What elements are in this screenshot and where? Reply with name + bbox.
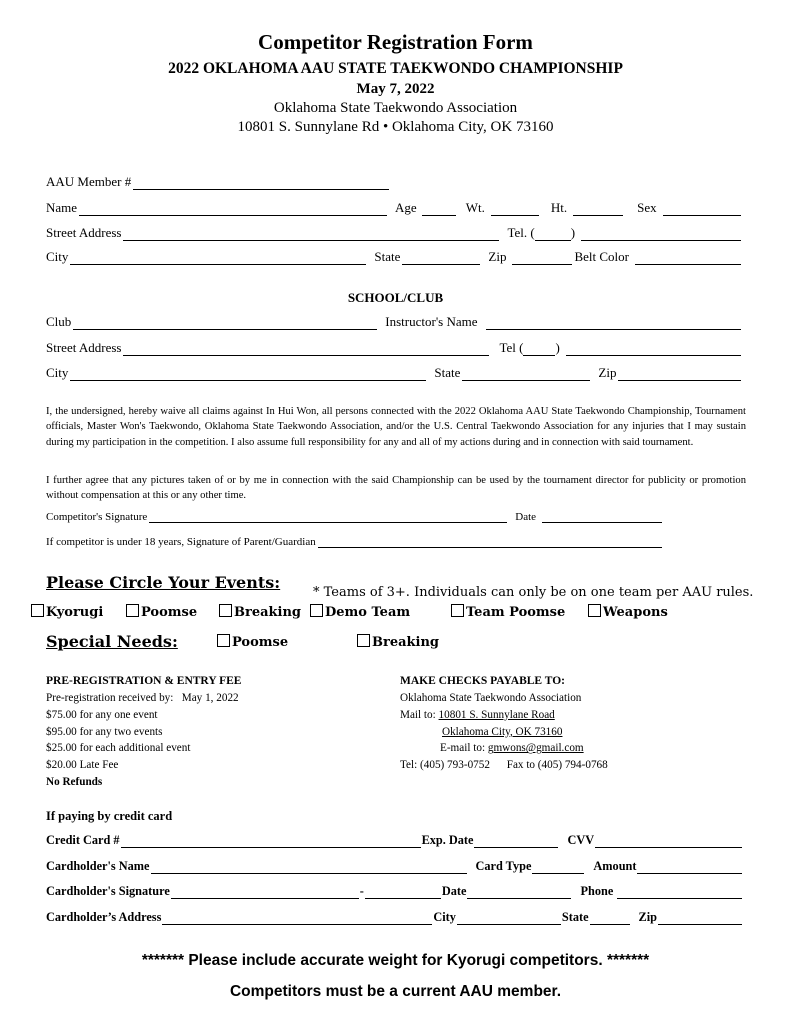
amount-label: Amount (593, 859, 637, 873)
special-poomse-label: Poomse (232, 635, 289, 650)
signature-date-field[interactable] (542, 511, 662, 523)
fax-number: Fax to (405) 794-0768 (506, 759, 608, 772)
fee-line: $75.00 for any one event (46, 708, 158, 721)
state-label: State (374, 249, 401, 264)
checkbox-icon[interactable] (310, 604, 323, 617)
received-by-date: May 1, 2022 (181, 692, 239, 704)
instructor-field[interactable] (486, 318, 741, 330)
school-tel-area-field[interactable] (523, 344, 555, 356)
card-type-field[interactable] (532, 862, 584, 874)
school-city-field[interactable] (70, 369, 426, 381)
school-tel-field[interactable] (566, 344, 741, 356)
signature-extra-field[interactable] (365, 887, 441, 899)
school-state-label: State (434, 365, 461, 380)
card-zip-field[interactable] (658, 913, 742, 925)
cardholder-name-label: Cardholder's Name (46, 859, 150, 873)
club-label: Club (46, 314, 72, 329)
city-row (46, 249, 743, 265)
weight-field[interactable] (491, 204, 539, 216)
event-weapons-label: Weapons (603, 605, 668, 620)
street-row (46, 225, 743, 241)
cardholder-signature-row (46, 884, 743, 899)
event-weapons[interactable] (588, 604, 668, 620)
zip-label: Zip (488, 249, 507, 264)
exp-date-field[interactable] (474, 836, 558, 848)
school-tel-close: ) (555, 340, 560, 355)
school-tel-label: Tel ( (499, 340, 524, 355)
member-note: Competitors must be a current AAU member. (229, 983, 562, 1000)
event-demo-team-label: Demo Team (325, 605, 411, 620)
special-breaking[interactable] (357, 634, 439, 650)
checkbox-icon[interactable] (126, 604, 139, 617)
no-refunds: No Refunds (46, 775, 103, 788)
received-by-label: Pre-registration received by: (46, 692, 174, 704)
tel-field[interactable] (581, 229, 741, 241)
event-breaking-label: Breaking (234, 605, 302, 620)
event-name: 2022 OKLAHOMA AAU STATE TAEKWONDO CHAMPIONSHIP (168, 60, 623, 77)
mail-to-label: Mail to: (400, 708, 436, 721)
sex-field[interactable] (663, 204, 741, 216)
signature-label: Competitor's Signature (46, 511, 148, 523)
aau-member-row (46, 174, 391, 190)
checkbox-icon[interactable] (219, 604, 232, 617)
events-heading: Please Circle Your Events: (46, 573, 281, 592)
cvv-label: CVV (567, 833, 595, 847)
guardian-label: If competitor is under 18 years, Signature of Parent/Guardian (46, 536, 316, 548)
school-city-row (46, 365, 743, 381)
checkbox-icon[interactable] (217, 634, 230, 647)
tel-area-field[interactable] (535, 229, 571, 241)
event-poomse-label: Poomse (141, 605, 198, 620)
phone-label: Phone (580, 884, 614, 898)
amount-field[interactable] (637, 862, 742, 874)
event-team-poomse-label: Team Poomse (466, 605, 566, 620)
instructor-label: Instructor's Name (385, 314, 478, 329)
card-number-field[interactable] (121, 836, 421, 848)
cardholder-name-field[interactable] (151, 862, 467, 874)
card-state-label: State (561, 910, 589, 924)
aau-member-field[interactable] (133, 178, 389, 190)
signature-row (46, 511, 664, 523)
payable-heading: MAKE CHECKS PAYABLE TO: (400, 675, 565, 687)
event-demo-team[interactable] (310, 604, 410, 620)
school-zip-label: Zip (598, 365, 617, 380)
school-street-field[interactable] (123, 344, 489, 356)
cardholder-address-field[interactable] (162, 913, 432, 925)
checkbox-icon[interactable] (357, 634, 370, 647)
checkbox-icon[interactable] (588, 604, 601, 617)
belt-field[interactable] (635, 253, 741, 265)
fees-list (46, 690, 239, 791)
organization-name: Oklahoma State Taekwondo Association (273, 100, 518, 116)
photo-release-paragraph: I further agree that any pictures taken of or by me in connection with the said Championship can be used by the tournament director for publicity or promotion without compensation at this or any other time. (46, 475, 746, 502)
club-field[interactable] (73, 318, 377, 330)
exp-date-label: Exp. Date (421, 833, 474, 847)
zip-field[interactable] (512, 253, 572, 265)
event-kyorugi[interactable] (31, 604, 103, 620)
aau-member-label: AAU Member # (46, 174, 132, 189)
tel-close: ) (570, 225, 576, 240)
club-row (46, 314, 743, 330)
signature-dash: - (359, 884, 364, 898)
name-row (46, 200, 743, 216)
guardian-row (46, 536, 664, 548)
event-date: May 7, 2022 (356, 81, 435, 97)
checkbox-icon[interactable] (451, 604, 464, 617)
fees-heading: PRE-REGISTRATION & ENTRY FEE (46, 675, 242, 687)
mail-city: Oklahoma City, OK 73160 (442, 725, 563, 738)
organization-address: 10801 S. Sunnylane Rd • Oklahoma City, OK 73160 (237, 119, 554, 135)
event-breaking[interactable] (219, 604, 301, 620)
school-heading: SCHOOL/CLUB (347, 290, 444, 305)
card-zip-label: Zip (638, 910, 658, 924)
credit-card-row (46, 833, 743, 848)
city-field[interactable] (70, 253, 366, 265)
card-date-label: Date (441, 884, 467, 898)
fee-line: $20.00 Late Fee (46, 759, 119, 772)
name-field[interactable] (79, 204, 387, 216)
checkbox-icon[interactable] (31, 604, 44, 617)
city-label: City (46, 249, 69, 264)
school-zip-field[interactable] (618, 369, 741, 381)
name-label: Name (46, 200, 78, 215)
card-number-label: Credit Card # (46, 833, 120, 847)
phone-field[interactable] (617, 887, 742, 899)
cvv-field[interactable] (595, 836, 742, 848)
special-poomse[interactable] (217, 634, 288, 650)
street-label: Street Address (46, 225, 122, 240)
tel-number: Tel: (405) 793-0752 (400, 759, 490, 772)
mail-street: 10801 S. Sunnylane Road (438, 708, 555, 721)
state-field[interactable] (402, 253, 480, 265)
height-field[interactable] (573, 204, 623, 216)
weight-note: ******* Please include accurate weight for Kyorugi competitors. ******* (141, 952, 650, 969)
age-field[interactable] (422, 204, 456, 216)
card-date-field[interactable] (467, 887, 571, 899)
card-city-label: City (433, 910, 456, 924)
event-poomse[interactable] (126, 604, 197, 620)
email-label: E-mail to: (440, 742, 486, 755)
form-title: Competitor Registration Form (258, 30, 533, 54)
card-state-field[interactable] (590, 913, 630, 925)
card-type-label: Card Type (475, 859, 532, 873)
school-state-field[interactable] (462, 369, 590, 381)
teams-note: * Teams of 3+. Individuals can only be on one team per AAU rules. (313, 585, 754, 600)
tel-label: Tel. ( (507, 225, 535, 240)
signature-field[interactable] (149, 511, 507, 523)
guardian-signature-field[interactable] (318, 536, 662, 548)
event-team-poomse[interactable] (451, 604, 565, 620)
cardholder-address-row (46, 910, 743, 925)
sex-label: Sex (637, 200, 657, 215)
fee-line: $25.00 for each additional event (46, 742, 191, 755)
signature-date-label: Date (515, 511, 537, 523)
street-field[interactable] (123, 229, 499, 241)
event-kyorugi-label: Kyorugi (46, 605, 104, 620)
school-city-label: City (46, 365, 69, 380)
cardholder-address-label: Cardholder’s Address (46, 910, 162, 924)
cardholder-signature-label: Cardholder's Signature (46, 884, 170, 898)
card-city-field[interactable] (457, 913, 561, 925)
payable-info (400, 690, 608, 774)
fee-line: $95.00 for any two events (46, 725, 163, 738)
cardholder-name-row (46, 859, 743, 874)
school-street-label: Street Address (46, 340, 122, 355)
credit-heading: If paying by credit card (46, 809, 173, 823)
special-needs-heading: Special Needs: (46, 632, 178, 651)
email-link[interactable]: gmwons@gmail.com (487, 742, 584, 755)
height-label: Ht. (550, 200, 568, 215)
payable-org: Oklahoma State Taekwondo Association (400, 692, 582, 704)
special-breaking-label: Breaking (372, 635, 440, 650)
cardholder-signature-field[interactable] (171, 887, 359, 899)
belt-label: Belt Color (574, 249, 629, 264)
school-street-row (46, 340, 743, 356)
age-label: Age (395, 200, 417, 215)
weight-label: Wt. (465, 200, 485, 215)
waiver-paragraph: I, the undersigned, hereby waive all claims against In Hui Won, all persons connected with the 2022 Oklahoma AAU State Taekwondo Championship, Tournament officials, Master Won's Taekwondo, Oklahoma State Taekwondo Association, and/or the U.S. Central Taekwondo Association for any injuries that I may sustain during my participation in the competition. I also assume full responsibility for any and all of my actions during and in connection with said tournament. (46, 406, 746, 448)
